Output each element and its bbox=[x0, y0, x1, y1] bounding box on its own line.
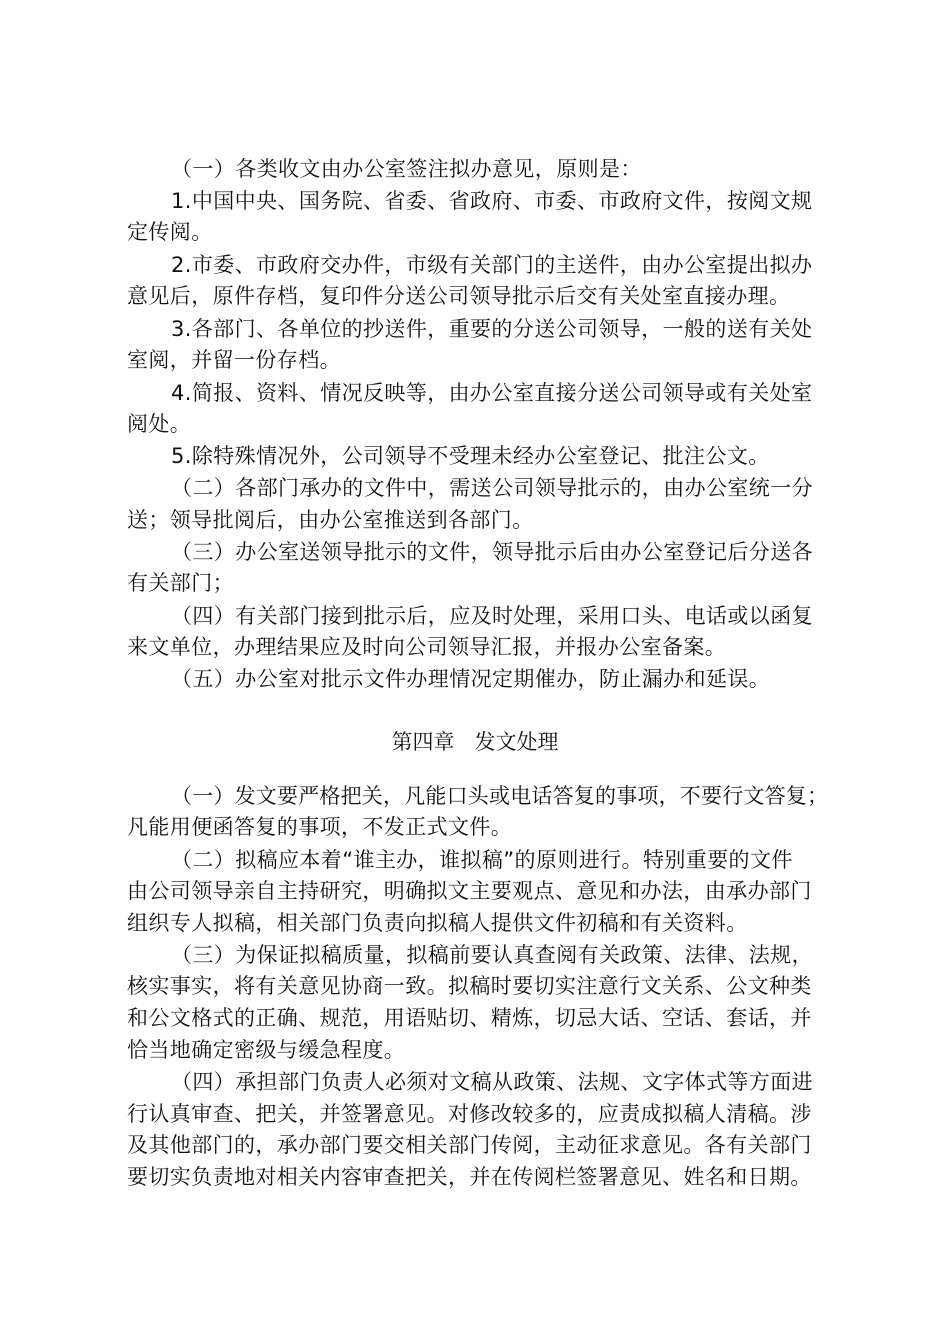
text-line: 凡能用便函答复的事项，不发正式文件。 bbox=[127, 815, 513, 839]
text-line: 来文单位，办理结果应及时向公司领导汇报，并报办公室备案。 bbox=[127, 635, 727, 659]
text-line: 要切实负责地对相关内容审查把关，并在传阅栏签署意见、姓名和日期。 bbox=[127, 1165, 812, 1189]
text-line: （一）发文要严格把关，凡能口头或电话答复的事项，不要行文答复； bbox=[171, 784, 829, 808]
text-line: （一）各类收文由办公室签注拟办意见，原则是： bbox=[171, 157, 642, 181]
text-line: 由公司领导亲自主持研究，明确拟文主要观点、意见和办法，由承办部门 bbox=[127, 879, 812, 903]
text-line: 恰当地确定密级与缓急程度。 bbox=[127, 1038, 406, 1062]
text-line: 送；领导批阅后，由办公室推送到各部门。 bbox=[127, 508, 534, 532]
text-line: 5.除特殊情况外，公司领导不受理未经办公室登记、批注公文。 bbox=[171, 444, 770, 468]
text-line: （三）为保证拟稿质量，拟稿前要认真查阅有关政策、法律、法规， bbox=[171, 943, 813, 967]
text-line: 行认真审查、把关，并签署意见。对修改较多的，应责成拟稿人清稿。涉 bbox=[127, 1102, 812, 1126]
text-line: 2.市委、市政府交办件，市级有关部门的主送件，由办公室提出拟办 bbox=[171, 253, 813, 277]
text-line: 核实事实，将有关意见协商一致。拟稿时要切实注意行文关系、公文种类 bbox=[127, 974, 812, 998]
text-line: 3.各部门、各单位的抄送件，重要的分送公司领导，一般的送有关处 bbox=[171, 317, 813, 341]
text-line: 和公文格式的正确、规范，用语贴切、精炼，切忌大话、空话、套话，并 bbox=[127, 1006, 812, 1030]
text-line: （四）有关部门接到批示后，应及时处理，采用口头、电话或以函复 bbox=[171, 604, 813, 628]
text-line: 1.中国中央、国务院、省委、省政府、市委、市政府文件，按阅文规 bbox=[171, 189, 813, 213]
text-line: 及其他部门的，承办部门要交相关部门传阅，主动征求意见。各有关部门 bbox=[127, 1133, 812, 1157]
text-line: 4.简报、资料、情况反映等，由办公室直接分送公司领导或有关处室 bbox=[171, 381, 813, 405]
chapter-title: 第四章 发文处理 bbox=[391, 730, 559, 754]
text-line: 组织专人拟稿，相关部门负责向拟稿人提供文件初稿和有关资料。 bbox=[127, 911, 748, 935]
text-line: （五）办公室对批示文件办理情况定期催办，防止漏办和延误。 bbox=[171, 667, 771, 691]
text-line: （二）拟稿应本着“谁主办，谁拟稿”的原则进行。特别重要的文件 bbox=[171, 848, 793, 872]
text-line: 有关部门； bbox=[127, 571, 234, 595]
text-line: 室阅，并留一份存档。 bbox=[127, 348, 341, 372]
text-line: 阅处。 bbox=[127, 412, 192, 436]
text-line: 定传阅。 bbox=[127, 220, 213, 244]
text-line: （二）各部门承办的文件中，需送公司领导批示的，由办公室统一分 bbox=[171, 476, 813, 500]
text-line: 意见后，原件存档，复印件分送公司领导批示后交有关处室直接办理。 bbox=[127, 284, 791, 308]
text-line: （四）承担部门负责人必须对文稿从政策、法规、文字体式等方面进 bbox=[171, 1070, 813, 1094]
text-line: （三）办公室送领导批示的文件，领导批示后由办公室登记后分送各 bbox=[171, 540, 813, 564]
